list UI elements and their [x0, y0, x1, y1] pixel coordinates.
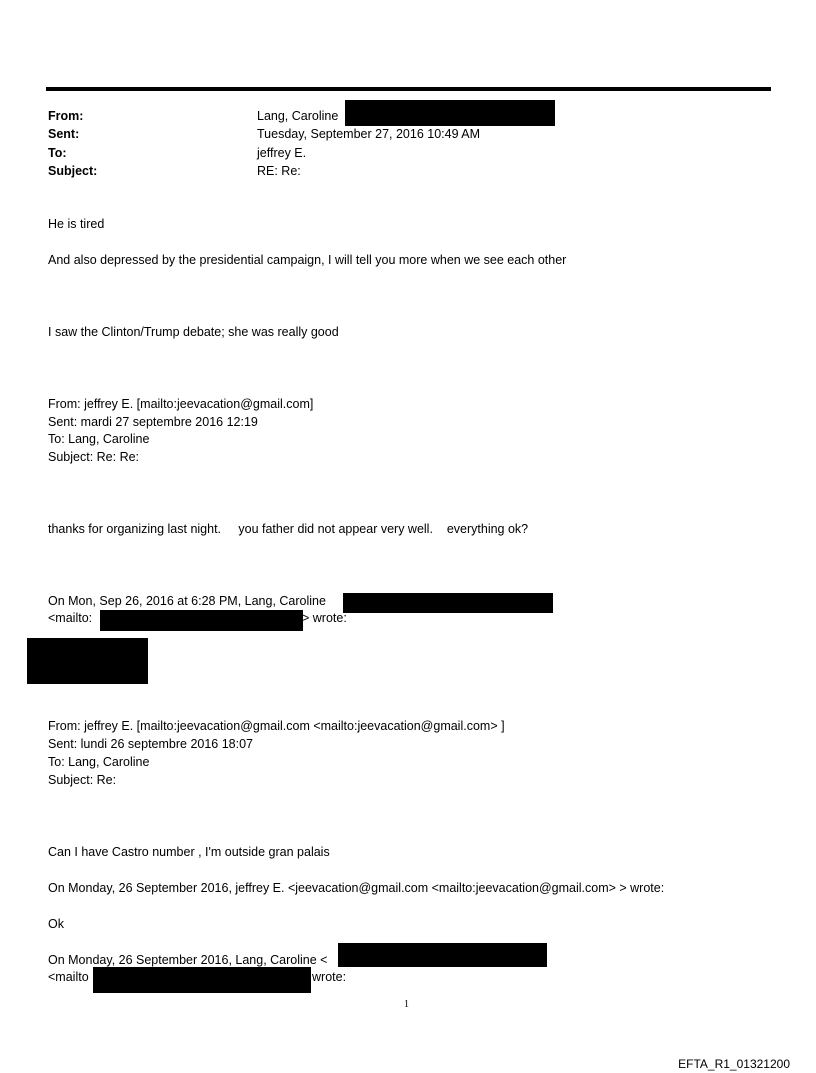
subject-label: Subject: — [48, 164, 98, 178]
quoted-sent: Sent: mardi 27 septembre 2016 12:19 — [48, 415, 258, 429]
attribution-line-1: On Mon, Sep 26, 2016 at 6:28 PM, Lang, Caroline — [48, 594, 326, 608]
page-number: 1 — [404, 999, 409, 1010]
sent-value: Tuesday, September 27, 2016 10:49 AM — [257, 127, 481, 141]
to-value: jeffrey E. — [257, 146, 307, 160]
attribution-line-2-start: <mailto: — [48, 611, 93, 625]
subject-value: RE: Re: — [257, 164, 301, 178]
redaction-box — [345, 100, 555, 126]
attribution-3-line-2-start: <mailto — [48, 970, 89, 984]
sent-label: Sent: — [48, 127, 80, 141]
body-line-2: And also depressed by the presidential campaign, I will tell you more when we see each other — [48, 253, 567, 267]
quoted2-sent: Sent: lundi 26 septembre 2016 18:07 — [48, 737, 254, 751]
to-label: To: — [48, 146, 67, 160]
quoted-from: From: jeffrey E. [mailto:jeevacation@gmail.com] — [48, 397, 314, 411]
redaction-box — [27, 638, 148, 684]
quoted2-message: Can I have Castro number , I'm outside gran palais — [48, 845, 330, 859]
quoted2-from: From: jeffrey E. [mailto:jeevacation@gmail.com <mailto:jeevacation@gmail.com> ] — [48, 719, 505, 733]
reply-ok: Ok — [48, 917, 64, 931]
quoted-to: To: Lang, Caroline — [48, 432, 150, 446]
attribution-3-line-2-end: wrote: — [312, 970, 347, 984]
from-value: Lang, Caroline — [257, 109, 339, 123]
quoted-subject: Subject: Re: Re: — [48, 450, 140, 464]
redaction-box — [343, 593, 553, 613]
header-rule — [46, 87, 771, 91]
document-id: EFTA_R1_01321200 — [678, 1057, 790, 1071]
quoted2-to: To: Lang, Caroline — [48, 755, 150, 769]
redaction-box — [93, 967, 311, 993]
body-line-3: I saw the Clinton/Trump debate; she was really good — [48, 325, 339, 339]
attribution-3-line-1: On Monday, 26 September 2016, Lang, Caroline < — [48, 953, 328, 967]
redaction-box — [338, 943, 547, 967]
from-label: From: — [48, 109, 84, 123]
redaction-box — [100, 610, 303, 631]
attribution-2: On Monday, 26 September 2016, jeffrey E. <jeevacation@gmail.com <mailto:jeevacation@gmail.com> > wrote: — [48, 881, 665, 895]
attribution-line-2-end: > wrote: — [302, 611, 347, 625]
quoted2-subject: Subject: Re: — [48, 773, 117, 787]
quoted-message: thanks for organizing last night. you father did not appear very well. everything ok? — [48, 522, 529, 536]
body-line-1: He is tired — [48, 217, 105, 231]
